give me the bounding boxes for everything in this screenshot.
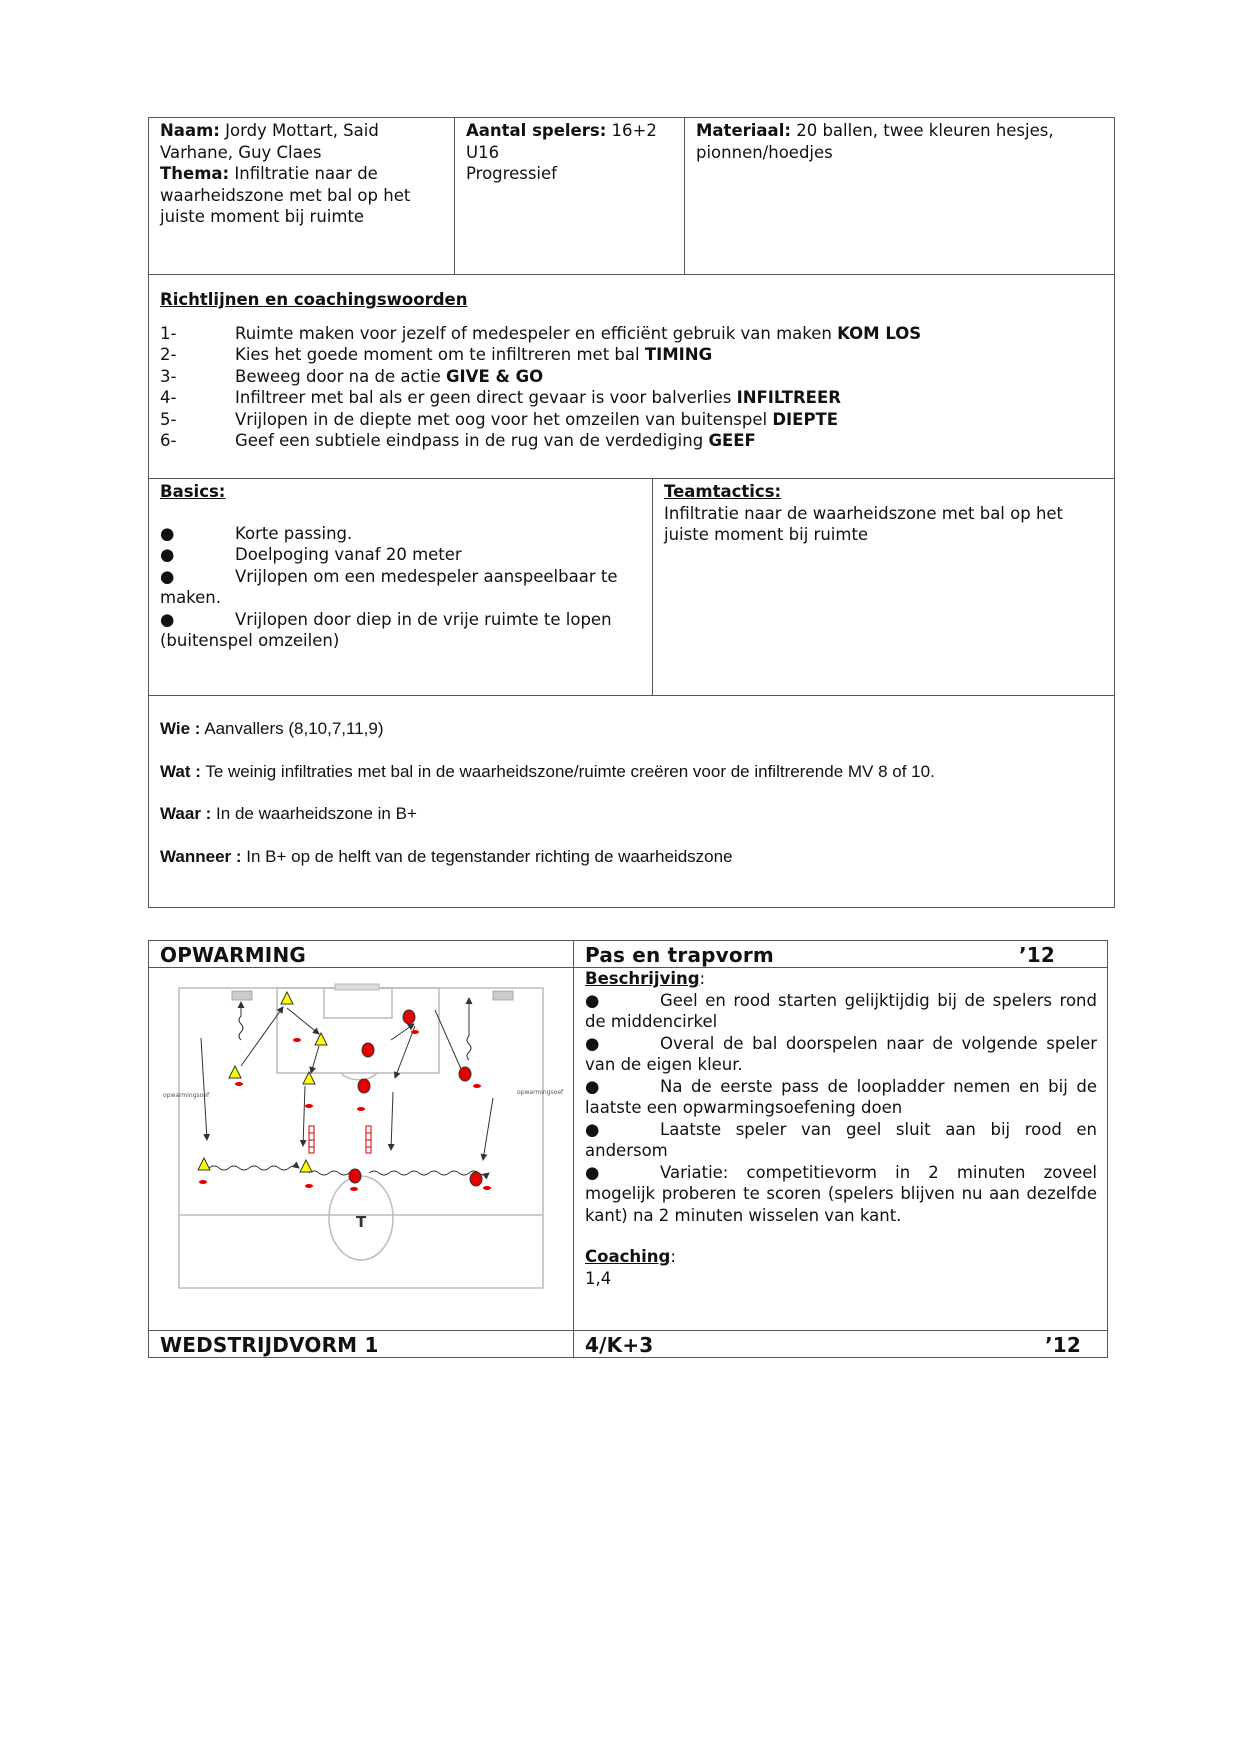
richtlijn-text: Vrijlopen in de diepte met oog voor het omzeilen van buitenspel: [235, 409, 773, 429]
richtlijn-text: Beweeg door na de actie: [235, 366, 446, 386]
red-player: [459, 1067, 471, 1081]
richtlijn-number: 4-: [160, 388, 177, 407]
wanneer-line: [160, 846, 1104, 868]
goal: [335, 984, 379, 990]
beschrijving-item-text: Laatste speler van geel sluit aan bij rood en andersom: [585, 1119, 1097, 1160]
basics-item: [160, 566, 642, 609]
waar-label: Waar :: [160, 804, 212, 823]
basics-item-text: Korte passing.: [235, 523, 353, 543]
grey-marker: [493, 991, 513, 1000]
richtlijn-item: [160, 409, 1104, 431]
richtlijn-text: Geef een subtiele eindpass in de rug van de verdediging: [235, 431, 709, 450]
wie-value: Aanvallers (8,10,7,11,9): [200, 719, 384, 738]
richtlijnen-list: [160, 323, 1104, 452]
red-player: [470, 1172, 482, 1186]
opwarming-form: Pas en trapvorm: [585, 943, 774, 967]
goal-box: [324, 988, 392, 1018]
bullet-icon: ●: [585, 990, 600, 1010]
description-cell: Beschrijving: ● Geel en rood starten gelijktijdig bij de spelers rond de middencirkel ● Overal de bal doorspelen naar de volgende speler van de eigen kleur. ● Na de eerste pass de loopladder nemen en bij de laatste een opwarmingsoefening doen ● Laatste speler van geel sluit aan bij rood en andersom ● Variatie: competitievorm in 2 minuten zoveel mogelijk proberen te scoren (spelers blijven nu aan dezelfde kant) na 2 minuten wisselen van kant. Coaching: 1,4: [574, 968, 1108, 1331]
waar-value: In de waarheidszone in B+: [211, 804, 417, 823]
bullet-icon: ●: [585, 1119, 600, 1139]
yellow-player: [303, 1072, 315, 1084]
goal-t-label: T: [356, 1213, 367, 1231]
beschrijving-item-text: Variatie: competitievorm in 2 minuten zoveel mogelijk proberen te scoren (spelers blijven nu aan dezelfde kant) na 2 minuten wisselen van kant.: [585, 1162, 1097, 1225]
richtlijn-item: [160, 344, 1104, 366]
age-group: U16: [466, 142, 500, 162]
richtlijn-number: 2-: [160, 345, 177, 364]
teamtactics-title: Teamtactics:: [664, 482, 782, 501]
beschrijving-item-text: Na de eerste pass de loopladder nemen en bij de laatste een opwarmingsoefening doen: [585, 1076, 1097, 1117]
session-info-table: [148, 117, 1115, 908]
richtlijn-keyword: GIVE & GO: [446, 366, 544, 386]
wie-label: Wie :: [160, 719, 201, 738]
materiaal-cell: [685, 118, 1115, 275]
basics-item-continuation: maken.: [160, 588, 222, 607]
richtlijn-item: [160, 430, 1104, 452]
basics-cell: [149, 479, 653, 695]
richtlijn-keyword: INFILTREER: [736, 388, 841, 407]
richtlijn-item: [160, 323, 1104, 345]
field-diagram: [149, 968, 573, 1330]
aantal-label: Aantal spelers:: [466, 121, 607, 140]
exercise-table: [148, 940, 1108, 1358]
yellow-player: [198, 1158, 210, 1170]
basics-teamtactics-row: [149, 479, 1115, 696]
speed-ladders: [309, 1126, 371, 1153]
richtlijn-item: [160, 366, 1104, 388]
aantal-value: 16+2: [606, 121, 657, 140]
materiaal-value: 20 ballen, twee kleuren hesjes, pionnen/hoedjes: [696, 121, 1054, 162]
bullet-icon: ●: [160, 609, 175, 629]
richtlijnen-title: Richtlijnen en coachingswoorden: [160, 290, 468, 309]
opwarming-title-cell: [149, 941, 574, 968]
richtlijn-number: 1-: [160, 323, 177, 343]
basics-item: [160, 523, 642, 545]
bullet-icon: ●: [585, 1076, 600, 1096]
pitch-lines: [179, 988, 543, 1288]
opwarming-title: OPWARMING: [160, 943, 306, 967]
bullet-icon: ●: [160, 545, 175, 564]
richtlijn-keyword: KOM LOS: [837, 323, 922, 343]
wat-line: [160, 761, 1104, 783]
richtlijn-text: Ruimte maken voor jezelf of medespeler en efficiënt gebruik van maken: [235, 323, 838, 343]
thema-value: Infiltratie naar de waarheidszone met bal op het juiste moment bij ruimte: [160, 164, 411, 226]
wat-value: Te weinig infiltraties met bal in de waarheidszone/ruimte creëren voor de infiltrerende MV 8 of 10.: [200, 761, 935, 781]
bullet-icon: ●: [585, 1033, 600, 1053]
aantal-cell: [455, 118, 685, 275]
situation-cell: [149, 696, 1115, 908]
wedstrijdvorm-title: WEDSTRIJDVORM 1: [160, 1333, 379, 1357]
level: Progressief: [466, 164, 557, 183]
coaching-label: Coaching: [585, 1247, 671, 1266]
richtlijn-number: 5-: [160, 409, 177, 429]
basics-item: [160, 609, 642, 652]
opwarmingsoef-label-left: opwarmingsoef: [163, 1092, 210, 1099]
yellow-players: [198, 992, 327, 1172]
bullet-icon: ●: [585, 1162, 600, 1182]
basics-list: [160, 523, 642, 652]
naam-cell: [149, 118, 455, 275]
grey-marker: [232, 991, 252, 1000]
bullet-icon: ●: [160, 523, 175, 543]
richtlijn-text: Kies het goede moment om te infiltreren met bal: [235, 345, 645, 364]
opwarmingsoef-label-right: opwarmingsoef: [517, 1089, 564, 1096]
beschrijving-item: [585, 1076, 1097, 1119]
basics-item: [160, 544, 642, 566]
beschrijving-list: [585, 990, 1097, 1227]
basics-title: Basics:: [160, 482, 226, 501]
yellow-player: [281, 992, 293, 1004]
waar-line: [160, 803, 1104, 825]
yellow-player: [315, 1033, 327, 1045]
richtlijn-keyword: DIEPTE: [772, 409, 839, 429]
teamtactics-text: Infiltratie naar de waarheidszone met bal op het juiste moment bij ruimte: [664, 503, 1064, 544]
richtlijn-text: Infiltreer met bal als er geen direct gevaar is voor balverlies: [235, 388, 737, 407]
red-player: [349, 1169, 361, 1183]
opwarming-form-cell: [574, 941, 1108, 968]
beschrijving-item-text: Overal de bal doorspelen naar de volgende speler van de eigen kleur.: [585, 1033, 1097, 1074]
wanneer-label: Wanneer :: [160, 846, 242, 866]
penalty-arc: [341, 1073, 377, 1080]
wanneer-value: In B+ op de helft van de tegenstander richting de waarheidszone: [241, 846, 733, 866]
wedstrijdvorm-form: 4/K+3: [585, 1333, 654, 1357]
red-player: [403, 1010, 415, 1024]
bullet-icon: ●: [160, 566, 175, 586]
wat-label: Wat :: [160, 761, 201, 781]
beschrijving-label: Beschrijving: [585, 969, 700, 988]
beschrijving-item: [585, 990, 1097, 1033]
richtlijnen-cell: [149, 275, 1115, 479]
opwarming-time: ’12: [1018, 943, 1055, 967]
wedstrijdvorm-time: ’12: [1044, 1333, 1081, 1357]
naam-label: Naam:: [160, 121, 220, 140]
wedstrijdvorm-title-cell: [149, 1331, 574, 1358]
red-player: [358, 1079, 370, 1093]
richtlijn-keyword: TIMING: [644, 345, 713, 364]
red-player: [362, 1043, 374, 1057]
movement-arrows: [201, 998, 493, 1175]
red-players: [349, 1010, 482, 1186]
wie-line: [160, 718, 1104, 740]
beschrijving-item-text: Geel en rood starten gelijktijdig bij de spelers rond de middencirkel: [585, 990, 1097, 1031]
basics-item-continuation: (buitenspel omzeilen): [160, 631, 340, 650]
pitch-outline: [179, 988, 543, 1288]
teamtactics-cell: [653, 479, 1114, 695]
cones: [199, 1030, 491, 1191]
coaching-value: 1,4: [585, 1268, 612, 1288]
wedstrijdvorm-form-cell: [574, 1331, 1108, 1358]
naam-value: Jordy Mottart, Said Varhane, Guy Claes: [160, 121, 379, 162]
yellow-player: [229, 1066, 241, 1078]
thema-label: Thema:: [160, 164, 230, 183]
richtlijn-number: 3-: [160, 366, 177, 386]
basics-item-text: Vrijlopen door diep in de vrije ruimte te lopen: [235, 609, 612, 629]
richtlijn-item: [160, 387, 1104, 409]
diagram-cell: [149, 968, 574, 1331]
basics-item-text: Doelpoging vanaf 20 meter: [235, 545, 462, 564]
richtlijn-number: 6-: [160, 431, 177, 450]
beschrijving-item: [585, 1033, 1097, 1076]
richtlijn-keyword: GEEF: [708, 431, 756, 450]
yellow-player: [300, 1160, 312, 1172]
basics-item-text: Vrijlopen om een medespeler aanspeelbaar te: [235, 566, 618, 586]
materiaal-label: Materiaal:: [696, 121, 791, 140]
beschrijving-item: [585, 1162, 1097, 1227]
beschrijving-item: [585, 1119, 1097, 1162]
